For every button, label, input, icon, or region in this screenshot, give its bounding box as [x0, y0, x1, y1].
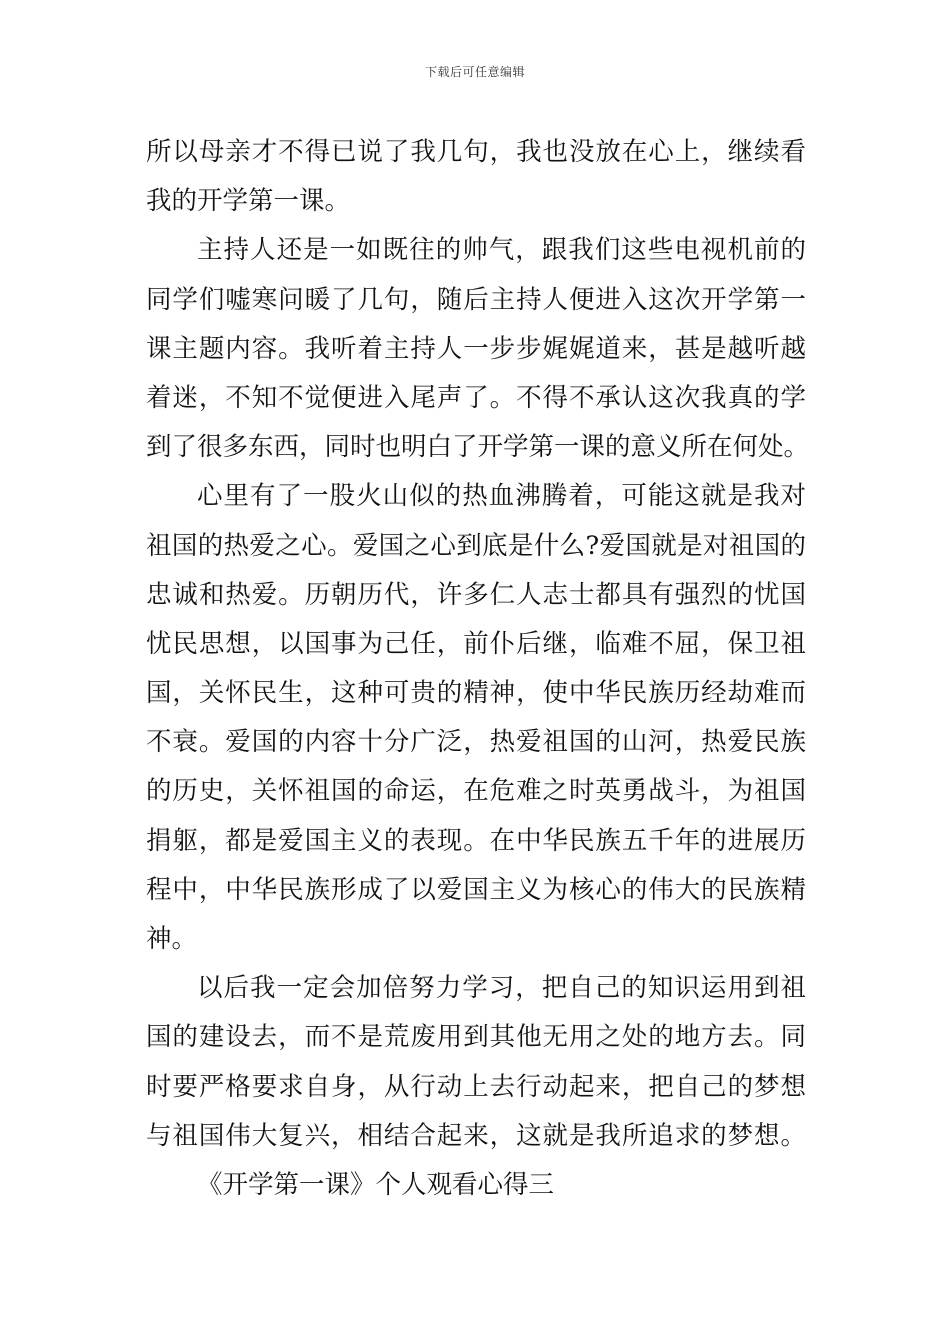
text-line: 着迷，不知不觉便进入尾声了。不得不承认这次我真的学 — [146, 382, 806, 413]
text-line: 捐躯，都是爱国主义的表现。在中华民族五千年的进展历 — [146, 825, 806, 856]
text-line: 所以母亲才不得已说了我几句，我也没放在心上，继续看 — [146, 137, 806, 167]
text-line: 忠诚和热爱。历朝历代，许多仁人志士都具有强烈的忧国 — [146, 579, 806, 610]
text-line: 神。 — [146, 924, 198, 954]
text-line: 同学们嘘寒问暖了几句，随后主持人便进入这次开学第一 — [146, 284, 806, 315]
text-line: 国，关怀民生，这种可贵的精神，使中华民族历经劫难而 — [146, 678, 806, 709]
paragraph-start-line: 以后我一定会加倍努力学习，把自己的知识运用到祖 — [197, 973, 806, 1004]
text-line: 到了很多东西，同时也明白了开学第一课的意义所在何处。 — [146, 432, 810, 463]
paragraph-start-line: 主持人还是一如既往的帅气，跟我们这些电视机前的 — [197, 235, 806, 266]
text-line: 时要严格要求自身，从行动上去行动起来，把自己的梦想 — [146, 1071, 806, 1102]
text-line: 忧民思想，以国事为己任，前仆后继，临难不屈，保卫祖 — [146, 628, 806, 659]
page-header: 下载后可任意编辑 — [424, 65, 525, 79]
text-line: 课主题内容。我听着主持人一步步娓娓道来，甚是越听越 — [146, 333, 806, 364]
text-line: 不衰。爱国的内容十分广泛，热爱祖国的山河，热爱民族 — [146, 727, 806, 758]
text-line: 程中，中华民族形成了以爱国主义为核心的伟大的民族精 — [146, 874, 806, 905]
text-line: 我的开学第一课。 — [146, 186, 351, 217]
text-line: 国的建设去，而不是荒废用到其他无用之处的地方去。同 — [146, 1022, 806, 1053]
text-line: 与祖国伟大复兴，相结合起来，这就是我所追求的梦想。 — [146, 1120, 806, 1151]
text-line: 的历史，关怀祖国的命运，在危难之时英勇战斗，为祖国 — [146, 776, 806, 807]
document-body — [146, 128, 810, 1210]
section-heading: 《开学第一课》个人观看心得三 — [197, 1169, 555, 1200]
text-line: 祖国的热爱之心。爱国之心到底是什么?爱国就是对祖国的 — [146, 530, 806, 561]
paragraph-start-line: 心里有了一股火山似的热血沸腾着，可能这就是我对 — [197, 481, 806, 512]
